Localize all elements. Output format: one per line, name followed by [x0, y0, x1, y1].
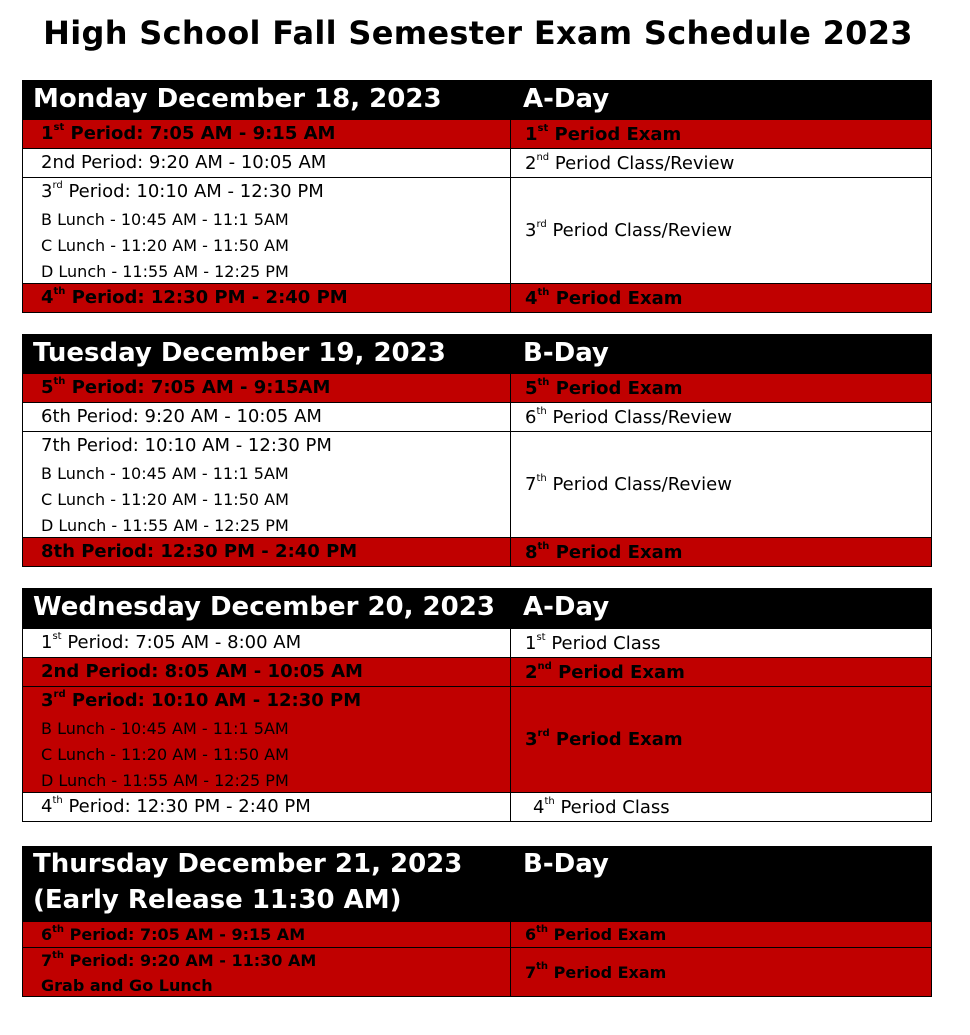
activity-cell: 6th Period Exam: [525, 923, 667, 944]
period-time-cell: 4th Period: 12:30 PM - 2:40 PM: [23, 284, 511, 312]
early-release-note: (Early Release 11:30 AM): [33, 885, 402, 915]
grab-and-go-lunch: Grab and Go Lunch: [41, 976, 213, 995]
day-date: Monday December 18, 2023: [33, 84, 442, 114]
period-time-cell: 5th Period: 7:05 AM - 9:15AM: [23, 374, 511, 402]
period-time-cell: 1st Period: 7:05 AM - 9:15 AM: [23, 120, 511, 148]
day-date: Thursday December 21, 2023: [33, 849, 463, 879]
period-time-cell: 6th Period: 7:05 AM - 9:15 AM: [23, 922, 511, 947]
period-time-cell: 2nd Period: 9:20 AM - 10:05 AM: [23, 149, 511, 177]
day-header: [23, 335, 931, 373]
activity-cell: 3rd Period Class/Review: [525, 219, 732, 241]
day-header: [23, 589, 931, 628]
schedule-row: [23, 537, 931, 566]
period-time-cell: 1st Period: 7:05 AM - 8:00 AM: [23, 629, 511, 657]
period-time-cell: 7th Period: 9:20 AM - 11:30 AM Grab and Go Lunch: [23, 948, 511, 996]
schedule-row: [23, 628, 931, 657]
schedule-row: [23, 792, 931, 821]
lunch-d: D Lunch - 11:55 AM - 12:25 PM: [41, 516, 289, 535]
activity-cell: 3rd Period Exam: [525, 728, 683, 750]
day-table-monday: [22, 80, 932, 313]
activity-cell: 2nd Period Class/Review: [525, 151, 735, 174]
period-time-cell: 3rd Period: 10:10 AM - 12:30 PM B Lunch - 10:45 AM - 11:1 5AM C Lunch - 11:20 AM - 11:50 AM D Lunch - 11:55 AM - 12:25 PM: [23, 178, 511, 283]
lunch-d: D Lunch - 11:55 AM - 12:25 PM: [41, 262, 289, 281]
activity-cell: 8th Period Exam: [525, 540, 683, 563]
activity-cell: 2nd Period Exam: [525, 660, 685, 683]
day-header: [23, 847, 931, 921]
day-date: Wednesday December 20, 2023: [33, 592, 495, 622]
schedule-row: [23, 283, 931, 312]
day-type: B-Day: [523, 849, 609, 879]
schedule-row: [23, 402, 931, 431]
day-table-thursday: [22, 846, 932, 997]
schedule-row: [23, 177, 931, 283]
day-table-tuesday: [22, 334, 932, 567]
lunch-b: B Lunch - 10:45 AM - 11:1 5AM: [41, 719, 289, 738]
activity-cell: 4th Period Class: [533, 795, 670, 818]
period-time-cell: 2nd Period: 8:05 AM - 10:05 AM: [23, 658, 511, 686]
schedule-row: [23, 148, 931, 177]
activity-cell: 7th Period Exam: [525, 961, 667, 982]
schedule-row: [23, 657, 931, 686]
period-time-cell: 8th Period: 12:30 PM - 2:40 PM: [23, 538, 511, 566]
day-header: [23, 81, 931, 119]
lunch-b: B Lunch - 10:45 AM - 11:1 5AM: [41, 210, 289, 229]
schedule-row: [23, 373, 931, 402]
lunch-d: D Lunch - 11:55 AM - 12:25 PM: [41, 771, 289, 790]
period-time-cell: 7th Period: 10:10 AM - 12:30 PM B Lunch - 10:45 AM - 11:1 5AM C Lunch - 11:20 AM - 11:50 AM D Lunch - 11:55 AM - 12:25 PM: [23, 432, 511, 537]
day-type: A-Day: [523, 592, 610, 622]
period-time-cell: 6th Period: 9:20 AM - 10:05 AM: [23, 403, 511, 431]
schedule-row: [23, 921, 931, 947]
period-time-cell: 3rd Period: 10:10 AM - 12:30 PM B Lunch - 10:45 AM - 11:1 5AM C Lunch - 11:20 AM - 11:50 AM D Lunch - 11:55 AM - 12:25 PM: [23, 687, 511, 792]
day-table-wednesday: [22, 588, 932, 822]
page-title: High School Fall Semester Exam Schedule 2023: [43, 14, 913, 52]
day-date: Tuesday December 19, 2023: [33, 338, 446, 368]
lunch-b: B Lunch - 10:45 AM - 11:1 5AM: [41, 464, 289, 483]
schedule-row: [23, 686, 931, 792]
day-type: B-Day: [523, 338, 609, 368]
lunch-c: C Lunch - 11:20 AM - 11:50 AM: [41, 490, 289, 509]
lunch-c: C Lunch - 11:20 AM - 11:50 AM: [41, 745, 289, 764]
lunch-c: C Lunch - 11:20 AM - 11:50 AM: [41, 236, 289, 255]
activity-cell: 1st Period Class: [525, 631, 661, 654]
schedule-row: [23, 431, 931, 537]
schedule-row: [23, 947, 931, 996]
activity-cell: 4th Period Exam: [525, 286, 683, 309]
activity-cell: 6th Period Class/Review: [525, 405, 732, 428]
schedule-row: [23, 119, 931, 148]
activity-cell: 7th Period Class/Review: [525, 473, 732, 495]
day-type: A-Day: [523, 84, 610, 114]
period-time-cell: 4th Period: 12:30 PM - 2:40 PM: [23, 793, 511, 821]
activity-cell: 5th Period Exam: [525, 376, 683, 399]
activity-cell: 1st Period Exam: [525, 122, 682, 145]
